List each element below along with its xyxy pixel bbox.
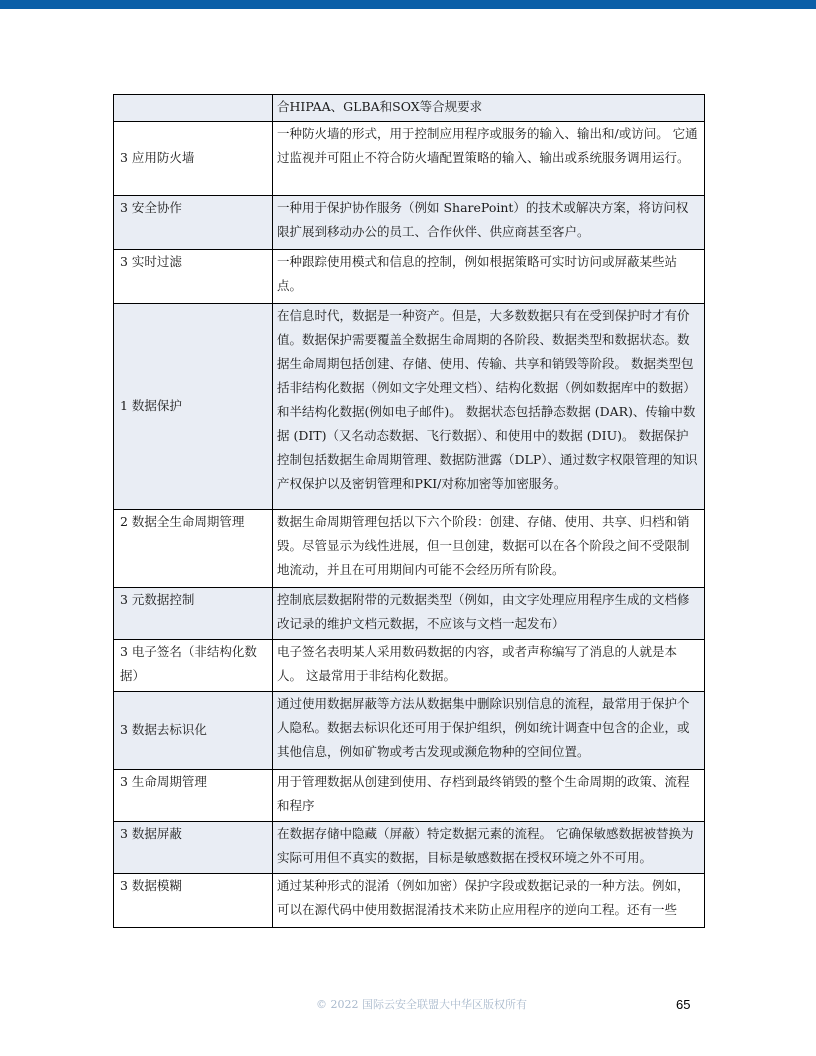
table-row: [114, 588, 705, 640]
definition-cell: 一种防火墙的形式，用于控制应用程序或服务的输入、输出和/或访问。 它通过监视并可阻止不符合防火墙配置策略的输入、输出或系统服务调用运行。: [273, 122, 705, 196]
header-accent-bar: [0, 0, 816, 9]
term-cell: 3 数据去标识化: [114, 692, 273, 770]
definition-cell: 数据生命周期管理包括以下六个阶段：创建、存储、使用、共享、归档和销毁。尽管显示为线性进展，但一旦创建，数据可以在各个阶段之间不受限制地流动，并且在可用期间内可能不会经历所有阶段。: [273, 510, 705, 588]
definition-cell: 在数据存储中隐藏（屏蔽）特定数据元素的流程。 它确保敏感数据被替换为实际可用但不真实的数据，目标是敏感数据在授权环境之外不可用。: [273, 822, 705, 874]
definition-cell: 通过某种形式的混淆（例如加密）保护字段或数据记录的一种方法。例如，可以在源代码中使用数据混淆技术来防止应用程序的逆向工程。还有一些: [273, 874, 705, 928]
term-cell: 3 生命周期管理: [114, 770, 273, 822]
term-cell: 3 应用防火墙: [114, 122, 273, 196]
table-row: [114, 640, 705, 692]
definition-cell: 控制底层数据附带的元数据类型（例如，由文字处理应用程序生成的文档修改记录的维护文档元数据，不应该与文档一起发布）: [273, 588, 705, 640]
term-cell: 3 元数据控制: [114, 588, 273, 640]
definition-cell: 合HIPAA、GLBA和SOX等合规要求: [273, 95, 705, 122]
table-row: [114, 822, 705, 874]
page-number: 65: [676, 997, 691, 1012]
table-row: [114, 250, 705, 304]
glossary-table: [113, 94, 705, 928]
definition-cell: 通过使用数据屏蔽等方法从数据集中删除识别信息的流程，最常用于保护个人隐私。数据去标识化还可用于保护组织，例如统计调查中包含的企业，或其他信息，例如矿物或考古发现或濒危物种的空间位置。: [273, 692, 705, 770]
table-row: [114, 874, 705, 928]
table-row: [114, 304, 705, 510]
term-cell: 3 安全协作: [114, 196, 273, 250]
table-row: [114, 510, 705, 588]
table-row: [114, 95, 705, 122]
definition-cell: 一种用于保护协作服务（例如 SharePoint）的技术或解决方案，将访问权限扩展到移动办公的员工、合作伙伴、供应商甚至客户。: [273, 196, 705, 250]
term-cell: 2 数据全生命周期管理: [114, 510, 273, 588]
table-row: [114, 196, 705, 250]
term-cell: [114, 95, 273, 122]
definition-cell: 一种跟踪使用模式和信息的控制，例如根据策略可实时访问或屏蔽某些站点。: [273, 250, 705, 304]
table-row: [114, 122, 705, 196]
term-cell: 3 电子签名（非结构化数据）: [114, 640, 273, 692]
definition-cell: 在信息时代，数据是一种资产。但是，大多数数据只有在受到保护时才有价值。数据保护需要覆盖全数据生命周期的各阶段、数据类型和数据状态。数据生命周期包括创建、存储、使用、传输、共享和销毁等阶段。 数据类型包括非结构化数据（例如文字处理文档）、结构化数据（例如数据库中的数据）和半结构化数据(例如电子邮件)。 数据状态包括静态数据 (DAR)、传输中数据 (DIT)（又名动态数据、飞行数据）、和使用中的数据 (DIU)。 数据保护控制包括数据生命周期管理、数据防泄露（DLP）、通过数字权限管理的知识产权保护以及密钥管理和PKI/对称加密等加密服务。: [273, 304, 705, 510]
term-cell: 3 数据屏蔽: [114, 822, 273, 874]
term-cell: 3 实时过滤: [114, 250, 273, 304]
table-row: [114, 770, 705, 822]
table-row: [114, 692, 705, 770]
footer-copyright: © 2022 国际云安全联盟大中华区版权所有: [316, 998, 527, 1011]
term-cell: 3 数据模糊: [114, 874, 273, 928]
term-cell: 1 数据保护: [114, 304, 273, 510]
definition-cell: 用于管理数据从创建到使用、存档到最终销毁的整个生命周期的政策、流程和程序: [273, 770, 705, 822]
definition-cell: 电子签名表明某人采用数码数据的内容，或者声称编写了消息的人就是本人。 这最常用于非结构化数据。: [273, 640, 705, 692]
